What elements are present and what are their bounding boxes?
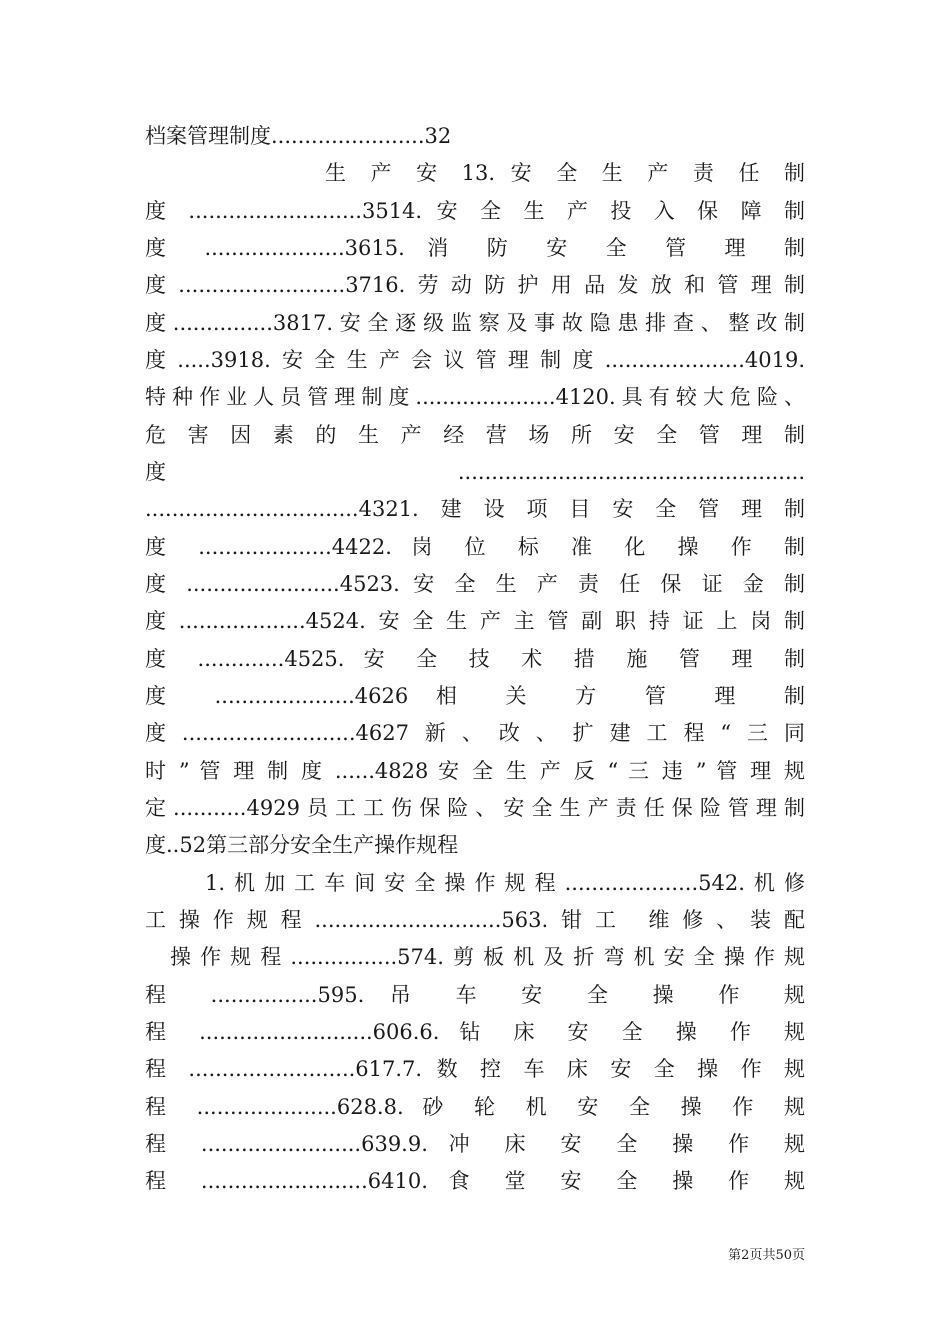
toc-line: 操作规程................574.剪板机及折弯机安全操作规 bbox=[170, 945, 805, 969]
toc-line: 定...........4929员工工伤保险、安全生产责任保险管理制 bbox=[145, 796, 805, 820]
toc-line: 度.........................3716.劳动防护用品发放和管理制 bbox=[145, 273, 805, 297]
page-number-footer: 第2页共50页 bbox=[728, 1248, 805, 1263]
toc-line: 度..52第三部分安全生产操作规程 bbox=[145, 833, 459, 857]
toc-line: 特种作业人员管理制度.....................4120.具有较大危险、 bbox=[145, 385, 805, 409]
toc-line: 时 ” 管 理 制 度 ......4828 安 全 生 产 反 “ 三 违 ” 管 理 规 bbox=[145, 759, 805, 783]
toc-line: 度...................4524.安全生产主管副职持证上岗制 bbox=[145, 609, 805, 633]
toc-line: 程 .........................617.7. 数 控 车 床 安 全 操 作 规 bbox=[145, 1057, 805, 1081]
toc-line: 度 .....................4626 相 关 方 管 理 制 bbox=[145, 684, 805, 708]
toc-line: 度 ....................4422. 岗 位 标 准 化 操 作 制 bbox=[145, 535, 805, 559]
toc-line: 程 ..........................606.6. 钻 床 安 全 操 作 规 bbox=[145, 1020, 805, 1044]
toc-line: 程 ................595. 吊 车 安 全 操 作 规 bbox=[145, 983, 805, 1007]
toc-line: 生 产 安 13. 安 全 生 产 责 任 制 bbox=[325, 161, 805, 185]
toc-line: 度 .....................3615. 消 防 安 全 管 理 制 bbox=[145, 236, 805, 260]
toc-line: 度 .......................4523. 安 全 生 产 责 任 保 证 金 制 bbox=[145, 572, 805, 596]
toc-line: 程 .....................628.8. 砂 轮 机 安 全 操 作 规 bbox=[145, 1095, 805, 1119]
toc-line: 程 ........................639.9. 冲 床 安 全 操 作 规 bbox=[145, 1132, 805, 1156]
toc-line: 档案管理制度.......................32 bbox=[145, 124, 452, 148]
toc-line: 度.....3918.安全生产会议管理制度.....................4019. bbox=[145, 348, 805, 372]
toc-line: 程 .........................6410. 食 堂 安 全 操 作 规 bbox=[145, 1169, 805, 1193]
toc-line: 工操作规程............................563.钳工 维修、装配 bbox=[145, 908, 805, 932]
toc-line: 度...............3817.安全逐级监察及事故隐患排查、整改制 bbox=[145, 311, 805, 335]
toc-line: 度..........................4627新、改、扩建工程“三同 bbox=[145, 721, 805, 745]
toc-line: 危 害 因 素 的 生 产 经 营 场 所 安 全 管 理 制 bbox=[145, 423, 805, 447]
toc-line: 度.................................................... bbox=[145, 460, 805, 484]
toc-line: ................................4321.建设项目安全管理制 bbox=[145, 497, 805, 521]
toc-line: 度 .............4525. 安 全 技 术 措 施 管 理 制 bbox=[145, 647, 805, 671]
toc-line: 1.机加工车间安全操作规程....................542.机修 bbox=[205, 871, 805, 895]
toc-line: 度 ..........................3514. 安 全 生 产 投 入 保 障 制 bbox=[145, 199, 805, 223]
